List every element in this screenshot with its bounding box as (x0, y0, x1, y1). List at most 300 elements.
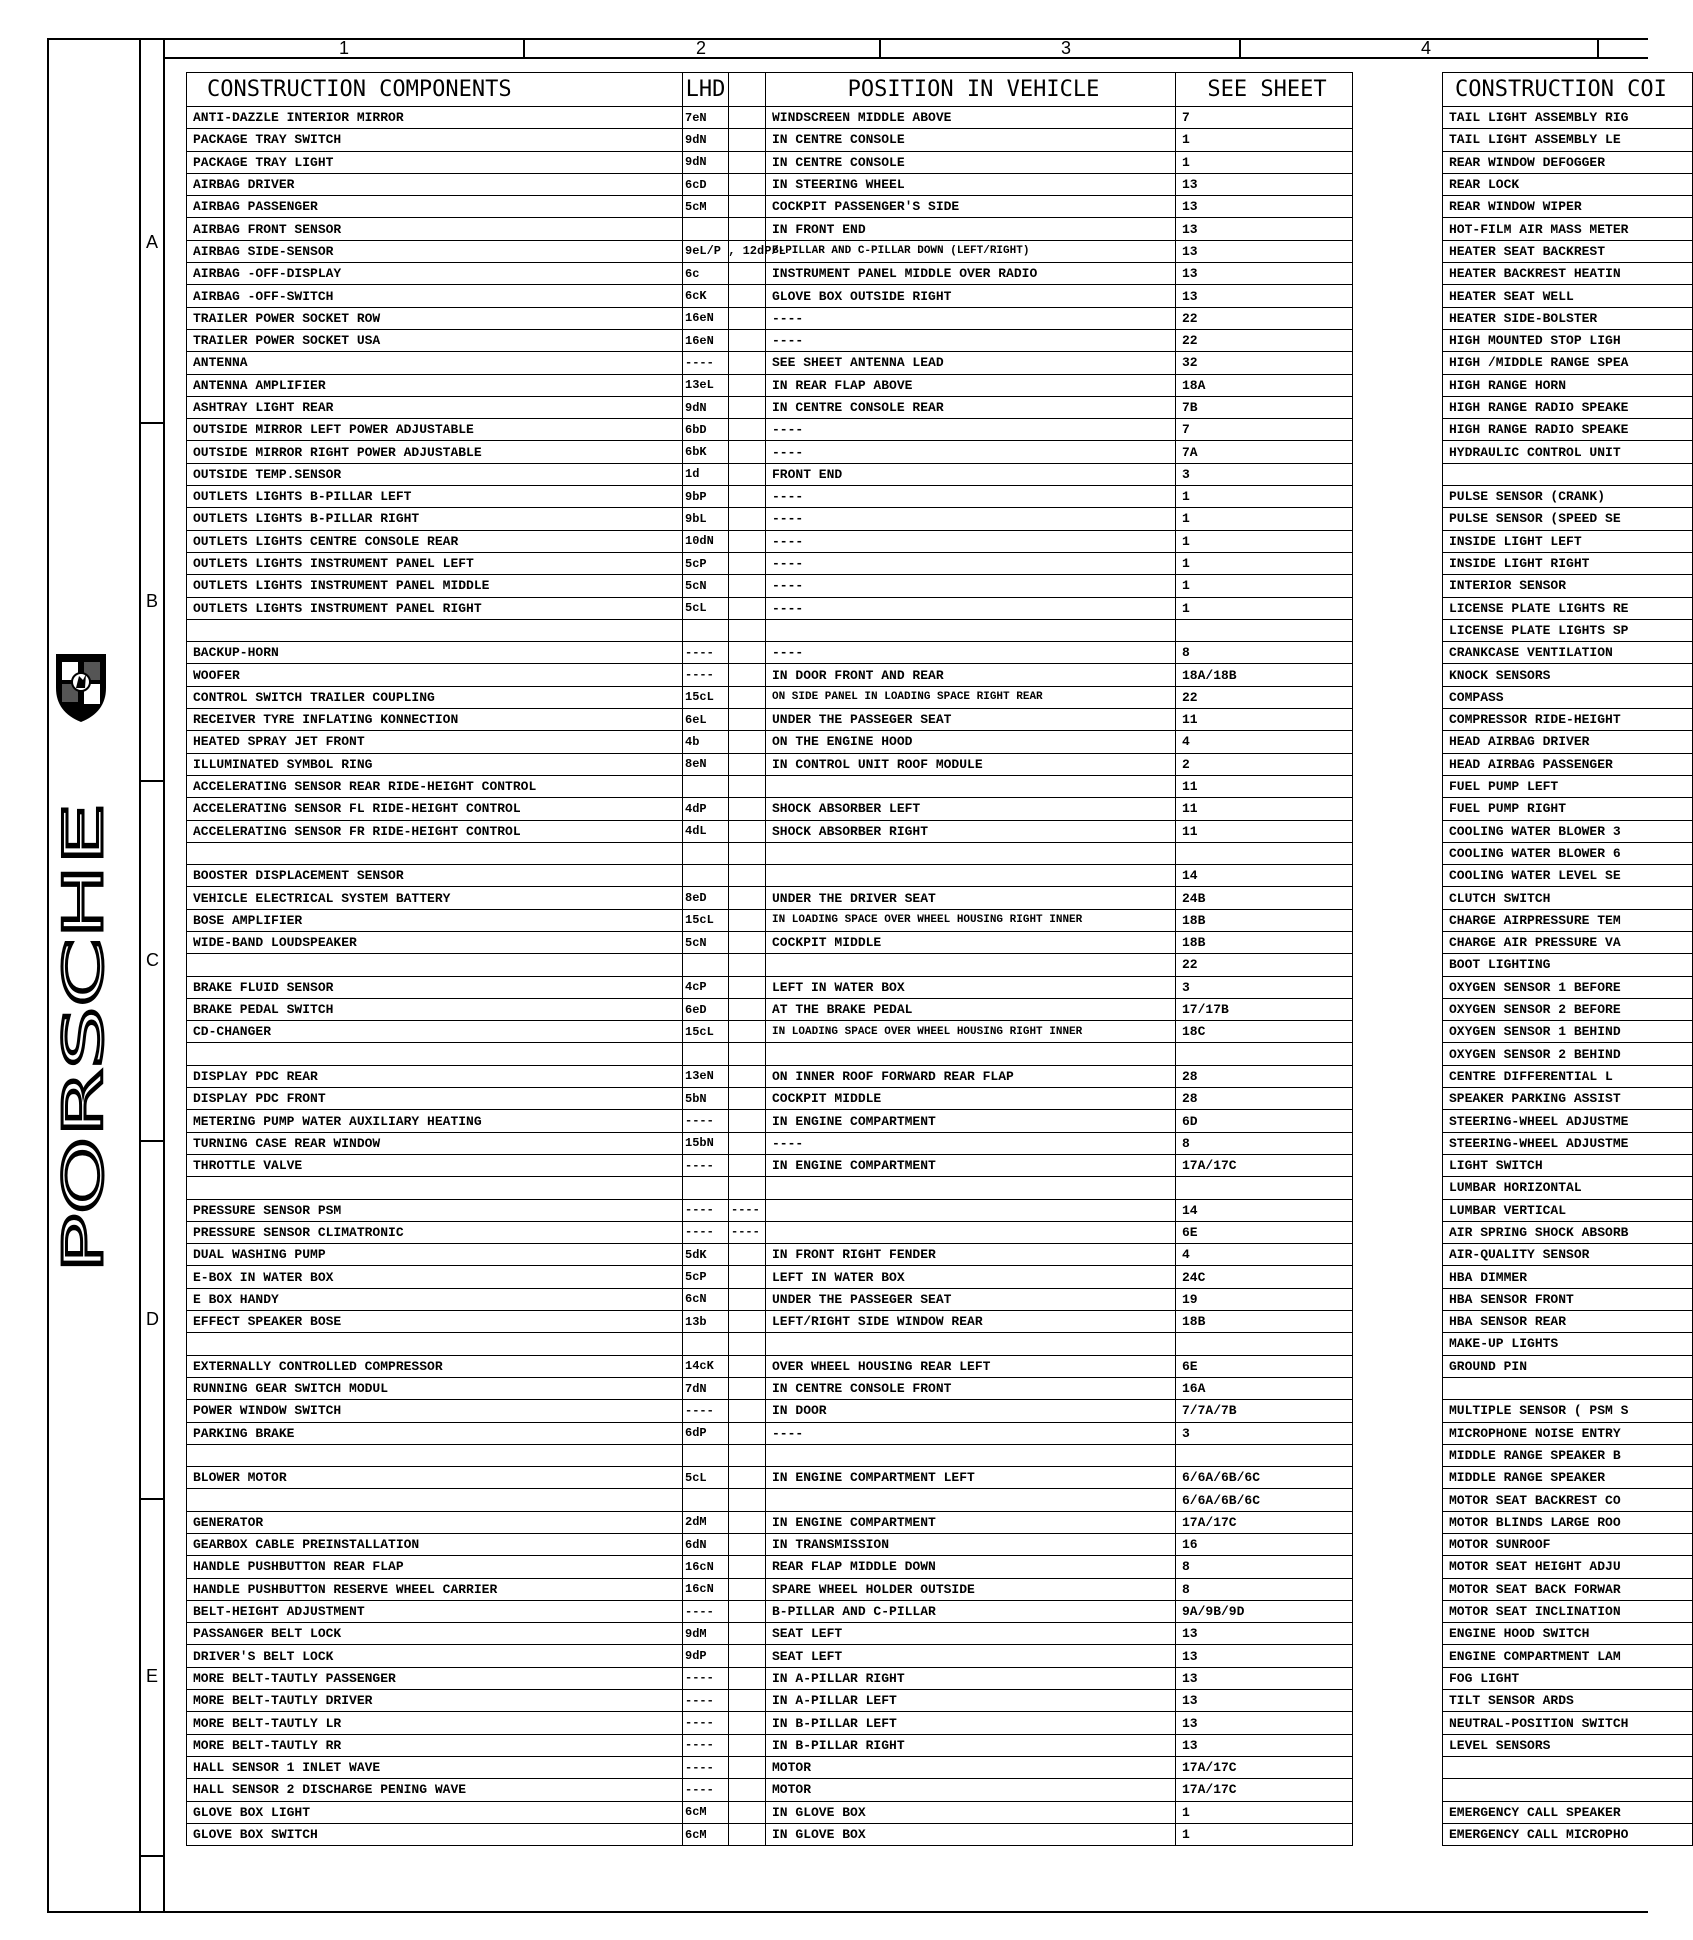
see-sheet: 11 (1176, 820, 1353, 842)
extra-code (729, 1556, 766, 1578)
component-name: MOTOR SUNROOF (1443, 1534, 1693, 1556)
lhd-code: 9bL (683, 508, 729, 530)
extra-code (729, 307, 766, 329)
see-sheet: 13 (1176, 240, 1353, 262)
lhd-code: 9dN (683, 151, 729, 173)
see-sheet: 1 (1176, 1801, 1353, 1823)
table-row (187, 1333, 1353, 1355)
position-in-vehicle: IN CENTRE CONSOLE FRONT (766, 1377, 1176, 1399)
component-name: MULTIPLE SENSOR ( PSM S (1443, 1400, 1693, 1422)
row-letter: A (146, 232, 159, 252)
see-sheet: 11 (1176, 709, 1353, 731)
position-in-vehicle (766, 1489, 1176, 1511)
table-row (187, 642, 1353, 664)
extra-code (729, 664, 766, 686)
table-row (187, 1400, 1353, 1422)
component-name: PACKAGE TRAY LIGHT (187, 151, 683, 173)
component-name: MOTOR BLINDS LARGE ROO (1443, 1511, 1693, 1533)
lhd-code: 9dP (683, 1645, 729, 1667)
component-name: INTERIOR SENSOR (1443, 575, 1693, 597)
see-sheet: 17/17B (1176, 998, 1353, 1020)
see-sheet: 18C (1176, 1021, 1353, 1043)
column-number: 2 (696, 38, 707, 58)
see-sheet: 7A (1176, 441, 1353, 463)
position-in-vehicle: COCKPIT MIDDLE (766, 931, 1176, 953)
extra-code: ---- (729, 1221, 766, 1243)
see-sheet: 24B (1176, 887, 1353, 909)
component-name: OUTLETS LIGHTS INSTRUMENT PANEL LEFT (187, 552, 683, 574)
component-name: REAR WINDOW WIPER (1443, 196, 1693, 218)
see-sheet: 4 (1176, 1244, 1353, 1266)
lhd-code: 6dN (683, 1534, 729, 1556)
table-row (187, 1422, 1353, 1444)
lhd-code: ---- (683, 1667, 729, 1689)
component-name: THROTTLE VALVE (187, 1154, 683, 1176)
extra-code (729, 263, 766, 285)
component-name: HEATER SEAT WELL (1443, 285, 1693, 307)
component-name: LUMBAR HORIZONTAL (1443, 1177, 1693, 1199)
position-in-vehicle: IN CENTRE CONSOLE REAR (766, 396, 1176, 418)
table-row (187, 508, 1353, 530)
component-name: TAIL LIGHT ASSEMBLY LE (1443, 129, 1693, 151)
see-sheet: 9A/9B/9D (1176, 1600, 1353, 1622)
component-name: EFFECT SPEAKER BOSE (187, 1311, 683, 1333)
position-in-vehicle: SEE SHEET ANTENNA LEAD (766, 352, 1176, 374)
component-name: COOLING WATER LEVEL SE (1443, 865, 1693, 887)
row-tick (139, 1855, 165, 1857)
lhd-code: ---- (683, 1756, 729, 1778)
position-in-vehicle (766, 1221, 1176, 1243)
component-name: OUTSIDE TEMP.SENSOR (187, 463, 683, 485)
component-name: TURNING CASE REAR WINDOW (187, 1132, 683, 1154)
see-sheet (1176, 842, 1353, 864)
component-name: LIGHT SWITCH (1443, 1154, 1693, 1176)
lhd-code: ---- (683, 1600, 729, 1622)
position-in-vehicle: IN FRONT RIGHT FENDER (766, 1244, 1176, 1266)
component-name: ASHTRAY LIGHT REAR (187, 396, 683, 418)
component-name: FOG LIGHT (1443, 1667, 1693, 1689)
component-name: LEVEL SENSORS (1443, 1734, 1693, 1756)
position-in-vehicle: ---- (766, 642, 1176, 664)
table-row (187, 931, 1353, 953)
component-name: EMERGENCY CALL MICROPHO (1443, 1823, 1693, 1845)
see-sheet: 7 (1176, 107, 1353, 129)
position-in-vehicle: IN CENTRE CONSOLE (766, 129, 1176, 151)
table-row (187, 709, 1353, 731)
extra-code (729, 1377, 766, 1399)
extra-code (729, 419, 766, 441)
component-name: MOTOR SEAT INCLINATION (1443, 1600, 1693, 1622)
extra-code (729, 1110, 766, 1132)
see-sheet: 1 (1176, 129, 1353, 151)
lhd-code: 6bK (683, 441, 729, 463)
see-sheet: 13 (1176, 1712, 1353, 1734)
see-sheet: 3 (1176, 1422, 1353, 1444)
lhd-code: 13eN (683, 1065, 729, 1087)
position-in-vehicle: WINDSCREEN MIDDLE ABOVE (766, 107, 1176, 129)
lhd-code: ---- (683, 1110, 729, 1132)
position-in-vehicle: GLOVE BOX OUTSIDE RIGHT (766, 285, 1176, 307)
see-sheet: 13 (1176, 1667, 1353, 1689)
component-name: CONTROL SWITCH TRAILER COUPLING (187, 686, 683, 708)
position-in-vehicle: IN LOADING SPACE OVER WHEEL HOUSING RIGHT INNER (766, 1021, 1176, 1043)
table-row (187, 441, 1353, 463)
extra-code (729, 619, 766, 641)
column-divider (1597, 38, 1599, 59)
extra-code (729, 1288, 766, 1310)
table-row (187, 976, 1353, 998)
component-name: PRESSURE SENSOR CLIMATRONIC (187, 1221, 683, 1243)
component-name: ACCELERATING SENSOR FR RIDE-HEIGHT CONTROL (187, 820, 683, 842)
component-name: RUNNING GEAR SWITCH MODUL (187, 1377, 683, 1399)
component-name (187, 1489, 683, 1511)
see-sheet: 8 (1176, 1556, 1353, 1578)
lhd-code: 6cN (683, 1288, 729, 1310)
porsche-wordmark (52, 795, 115, 1275)
component-name: CHARGE AIRPRESSURE TEM (1443, 909, 1693, 931)
row-tick (139, 1140, 165, 1142)
lhd-code: 6cM (683, 1823, 729, 1845)
see-sheet: 1 (1176, 1823, 1353, 1845)
table-row (187, 263, 1353, 285)
lhd-code: 5bN (683, 1088, 729, 1110)
extra-code (729, 597, 766, 619)
lhd-code (683, 954, 729, 976)
table-row (187, 1154, 1353, 1176)
component-name: COMPRESSOR RIDE-HEIGHT (1443, 709, 1693, 731)
table-row (187, 240, 1353, 262)
table-row (187, 887, 1353, 909)
table-row (187, 396, 1353, 418)
extra-code (729, 1756, 766, 1778)
position-in-vehicle: ON THE ENGINE HOOD (766, 731, 1176, 753)
table-row (187, 307, 1353, 329)
table-row (187, 1600, 1353, 1622)
component-name: LICENSE PLATE LIGHTS RE (1443, 597, 1693, 619)
lhd-code (683, 619, 729, 641)
row-tick (139, 422, 165, 424)
component-name: OUTLETS LIGHTS INSTRUMENT PANEL RIGHT (187, 597, 683, 619)
component-name: GEARBOX CABLE PREINSTALLATION (187, 1534, 683, 1556)
lhd-code: 16cN (683, 1556, 729, 1578)
extra-code (729, 374, 766, 396)
lhd-code: 6c (683, 263, 729, 285)
extra-code (729, 1266, 766, 1288)
component-name: FUEL PUMP RIGHT (1443, 798, 1693, 820)
table-row (187, 775, 1353, 797)
position-in-vehicle: INSTRUMENT PANEL MIDDLE OVER RADIO (766, 263, 1176, 285)
component-name: DUAL WASHING PUMP (187, 1244, 683, 1266)
extra-code (729, 1021, 766, 1043)
position-in-vehicle: ON INNER ROOF FORWARD REAR FLAP (766, 1065, 1176, 1087)
see-sheet: 14 (1176, 1199, 1353, 1221)
column-divider (879, 38, 881, 59)
component-name (187, 954, 683, 976)
extra-code (729, 1244, 766, 1266)
table-row (187, 1244, 1353, 1266)
table-row (187, 842, 1353, 864)
table-row (187, 619, 1353, 641)
component-name: HIGH MOUNTED STOP LIGH (1443, 329, 1693, 351)
position-in-vehicle: ---- (766, 1422, 1176, 1444)
component-name: BOOSTER DISPLACEMENT SENSOR (187, 865, 683, 887)
table-row (187, 597, 1353, 619)
components-body (187, 107, 1353, 1846)
row-tick (139, 780, 165, 782)
row-tick (139, 1498, 165, 1500)
lhd-code: 16cN (683, 1578, 729, 1600)
components-table (186, 72, 1353, 1846)
position-in-vehicle (766, 1043, 1176, 1065)
extra-code (729, 731, 766, 753)
column-number: 4 (1421, 38, 1432, 58)
position-in-vehicle: ON SIDE PANEL IN LOADING SPACE RIGHT REAR (766, 686, 1176, 708)
table-row (187, 107, 1353, 129)
lhd-code (683, 865, 729, 887)
lhd-code: 6bD (683, 419, 729, 441)
table-row (187, 1667, 1353, 1689)
extra-code (729, 642, 766, 664)
position-in-vehicle: IN ENGINE COMPARTMENT (766, 1511, 1176, 1533)
component-name: ACCELERATING SENSOR FL RIDE-HEIGHT CONTROL (187, 798, 683, 820)
see-sheet: 19 (1176, 1288, 1353, 1310)
see-sheet (1176, 619, 1353, 641)
see-sheet: 16 (1176, 1534, 1353, 1556)
header-spacer (729, 73, 766, 107)
component-name: VEHICLE ELECTRICAL SYSTEM BATTERY (187, 887, 683, 909)
extra-code (729, 865, 766, 887)
component-name: HEAD AIRBAG DRIVER (1443, 731, 1693, 753)
extra-code (729, 1422, 766, 1444)
lhd-code: 6dP (683, 1422, 729, 1444)
table-row (187, 285, 1353, 307)
table-row (187, 463, 1353, 485)
position-in-vehicle (766, 1199, 1176, 1221)
see-sheet: 16A (1176, 1377, 1353, 1399)
component-name: WIDE-BAND LOUDSPEAKER (187, 931, 683, 953)
lhd-code: 16eN (683, 329, 729, 351)
extra-code (729, 151, 766, 173)
see-sheet (1176, 1043, 1353, 1065)
position-in-vehicle: UNDER THE PASSEGER SEAT (766, 709, 1176, 731)
extra-code (729, 887, 766, 909)
lhd-code (683, 775, 729, 797)
header-position: POSITION IN VEHICLE (766, 73, 1176, 107)
lhd-code: ---- (683, 1734, 729, 1756)
lhd-code: 5cM (683, 196, 729, 218)
component-name: EMERGENCY CALL SPEAKER (1443, 1801, 1693, 1823)
component-name: ANTI-DAZZLE INTERIOR MIRROR (187, 107, 683, 129)
lhd-code: 4dP (683, 798, 729, 820)
component-name: REAR WINDOW DEFOGGER (1443, 151, 1693, 173)
see-sheet: 18B (1176, 1311, 1353, 1333)
see-sheet: 32 (1176, 352, 1353, 374)
extra-code (729, 976, 766, 998)
lhd-code: ---- (683, 1199, 729, 1221)
position-in-vehicle: IN TRANSMISSION (766, 1534, 1176, 1556)
see-sheet (1176, 1333, 1353, 1355)
component-name: MORE BELT-TAUTLY LR (187, 1712, 683, 1734)
component-name: HEATED SPRAY JET FRONT (187, 731, 683, 753)
extra-code (729, 129, 766, 151)
position-in-vehicle: IN ENGINE COMPARTMENT (766, 1154, 1176, 1176)
extra-code (729, 954, 766, 976)
component-name: ILLUMINATED SYMBOL RING (187, 753, 683, 775)
component-name (187, 619, 683, 641)
extra-code (729, 931, 766, 953)
component-name: PARKING BRAKE (187, 1422, 683, 1444)
component-name: HBA SENSOR REAR (1443, 1311, 1693, 1333)
extra-code (729, 196, 766, 218)
component-name: AIRBAG SIDE-SENSOR (187, 240, 683, 262)
position-in-vehicle: COCKPIT MIDDLE (766, 1088, 1176, 1110)
table-row (187, 1199, 1353, 1221)
extra-code (729, 998, 766, 1020)
position-in-vehicle: IN CENTRE CONSOLE (766, 151, 1176, 173)
component-name (187, 1444, 683, 1466)
position-in-vehicle (766, 1333, 1176, 1355)
table-header-row (187, 73, 1353, 107)
component-name: PRESSURE SENSOR PSM (187, 1199, 683, 1221)
see-sheet: 22 (1176, 686, 1353, 708)
lhd-code (683, 1444, 729, 1466)
column-number: 1 (339, 38, 350, 58)
component-name: OUTLETS LIGHTS B-PILLAR LEFT (187, 486, 683, 508)
see-sheet: 28 (1176, 1065, 1353, 1087)
component-name: ANTENNA (187, 352, 683, 374)
see-sheet: 22 (1176, 954, 1353, 976)
position-in-vehicle: ---- (766, 597, 1176, 619)
see-sheet: 17A/17C (1176, 1511, 1353, 1533)
lhd-code: 5cL (683, 597, 729, 619)
position-in-vehicle: ---- (766, 1132, 1176, 1154)
component-name: HEATER SEAT BACKREST (1443, 240, 1693, 262)
position-in-vehicle: UNDER THE DRIVER SEAT (766, 887, 1176, 909)
component-name: HIGH RANGE HORN (1443, 374, 1693, 396)
component-name: ENGINE COMPARTMENT LAM (1443, 1645, 1693, 1667)
position-in-vehicle: MOTOR (766, 1779, 1176, 1801)
row-letter: C (146, 950, 159, 970)
table-row (187, 1534, 1353, 1556)
header-components: CONSTRUCTION COMPONENTS (187, 73, 683, 107)
see-sheet: 13 (1176, 1645, 1353, 1667)
extra-code (729, 1690, 766, 1712)
position-in-vehicle (766, 842, 1176, 864)
see-sheet: 17A/17C (1176, 1779, 1353, 1801)
see-sheet: 1 (1176, 508, 1353, 530)
see-sheet: 6/6A/6B/6C (1176, 1467, 1353, 1489)
see-sheet: 17A/17C (1176, 1154, 1353, 1176)
lhd-code: 4b (683, 731, 729, 753)
component-name: PULSE SENSOR (SPEED SE (1443, 508, 1693, 530)
table-row (187, 820, 1353, 842)
see-sheet: 2 (1176, 753, 1353, 775)
row-letter: B (146, 591, 159, 611)
position-in-vehicle: SPARE WHEEL HOLDER OUTSIDE (766, 1578, 1176, 1600)
extra-code (729, 1400, 766, 1422)
table-row (187, 552, 1353, 574)
position-in-vehicle: ---- (766, 486, 1176, 508)
lhd-code: 7eN (683, 107, 729, 129)
component-name: CLUTCH SWITCH (1443, 887, 1693, 909)
extra-code (729, 1645, 766, 1667)
position-in-vehicle: IN DOOR (766, 1400, 1176, 1422)
lhd-code: 13eL (683, 374, 729, 396)
see-sheet: 3 (1176, 976, 1353, 998)
extra-code (729, 909, 766, 931)
component-name: AIR SPRING SHOCK ABSORB (1443, 1221, 1693, 1243)
position-in-vehicle: IN FRONT END (766, 218, 1176, 240)
lhd-code: ---- (683, 664, 729, 686)
extra-code (729, 1823, 766, 1845)
extra-code (729, 396, 766, 418)
table-row (187, 1489, 1353, 1511)
table-row (187, 1110, 1353, 1132)
component-name: RECEIVER TYRE INFLATING KONNECTION (187, 709, 683, 731)
position-in-vehicle (766, 619, 1176, 641)
component-name: GENERATOR (187, 1511, 683, 1533)
component-name: OUTLETS LIGHTS B-PILLAR RIGHT (187, 508, 683, 530)
extra-code (729, 552, 766, 574)
position-in-vehicle: IN A-PILLAR LEFT (766, 1690, 1176, 1712)
see-sheet: 8 (1176, 1132, 1353, 1154)
extra-code (729, 1444, 766, 1466)
lhd-code: 5cN (683, 931, 729, 953)
table-row (187, 173, 1353, 195)
lhd-code: 9dN (683, 396, 729, 418)
component-name: GROUND PIN (1443, 1355, 1693, 1377)
position-in-vehicle: IN LOADING SPACE OVER WHEEL HOUSING RIGHT INNER (766, 909, 1176, 931)
lhd-code: 16eN (683, 307, 729, 329)
component-name: OUTLETS LIGHTS INSTRUMENT PANEL MIDDLE (187, 575, 683, 597)
table-row (187, 1377, 1353, 1399)
extra-code (729, 107, 766, 129)
see-sheet: 18A/18B (1176, 664, 1353, 686)
table-row (187, 1690, 1353, 1712)
position-in-vehicle (766, 954, 1176, 976)
table-row (187, 1801, 1353, 1823)
lhd-code: ---- (683, 1779, 729, 1801)
lhd-code: 6eD (683, 998, 729, 1020)
component-name (187, 1043, 683, 1065)
lhd-code: 9dM (683, 1623, 729, 1645)
lhd-code: 9dN (683, 129, 729, 151)
logo-strip-border (139, 38, 141, 1913)
component-name: TRAILER POWER SOCKET USA (187, 329, 683, 351)
see-sheet: 13 (1176, 218, 1353, 240)
component-name: OXYGEN SENSOR 1 BEFORE (1443, 976, 1693, 998)
extra-code (729, 463, 766, 485)
component-name: TILT SENSOR ARDS (1443, 1690, 1693, 1712)
component-name: AIRBAG FRONT SENSOR (187, 218, 683, 240)
see-sheet: 7B (1176, 396, 1353, 418)
component-name: KNOCK SENSORS (1443, 664, 1693, 686)
component-name: POWER WINDOW SWITCH (187, 1400, 683, 1422)
component-name: HOT-FILM AIR MASS METER (1443, 218, 1693, 240)
lhd-code: 8eN (683, 753, 729, 775)
extra-code (729, 820, 766, 842)
table-row (187, 686, 1353, 708)
table-row (187, 374, 1353, 396)
see-sheet: 13 (1176, 285, 1353, 307)
table-row (187, 352, 1353, 374)
position-in-vehicle: B-PILLAR AND C-PILLAR DOWN (LEFT/RIGHT) (766, 240, 1176, 262)
position-in-vehicle: B-PILLAR AND C-PILLAR (766, 1600, 1176, 1622)
see-sheet: 6/6A/6B/6C (1176, 1489, 1353, 1511)
component-name: COOLING WATER BLOWER 3 (1443, 820, 1693, 842)
component-name: CD-CHANGER (187, 1021, 683, 1043)
table-row (187, 1177, 1353, 1199)
